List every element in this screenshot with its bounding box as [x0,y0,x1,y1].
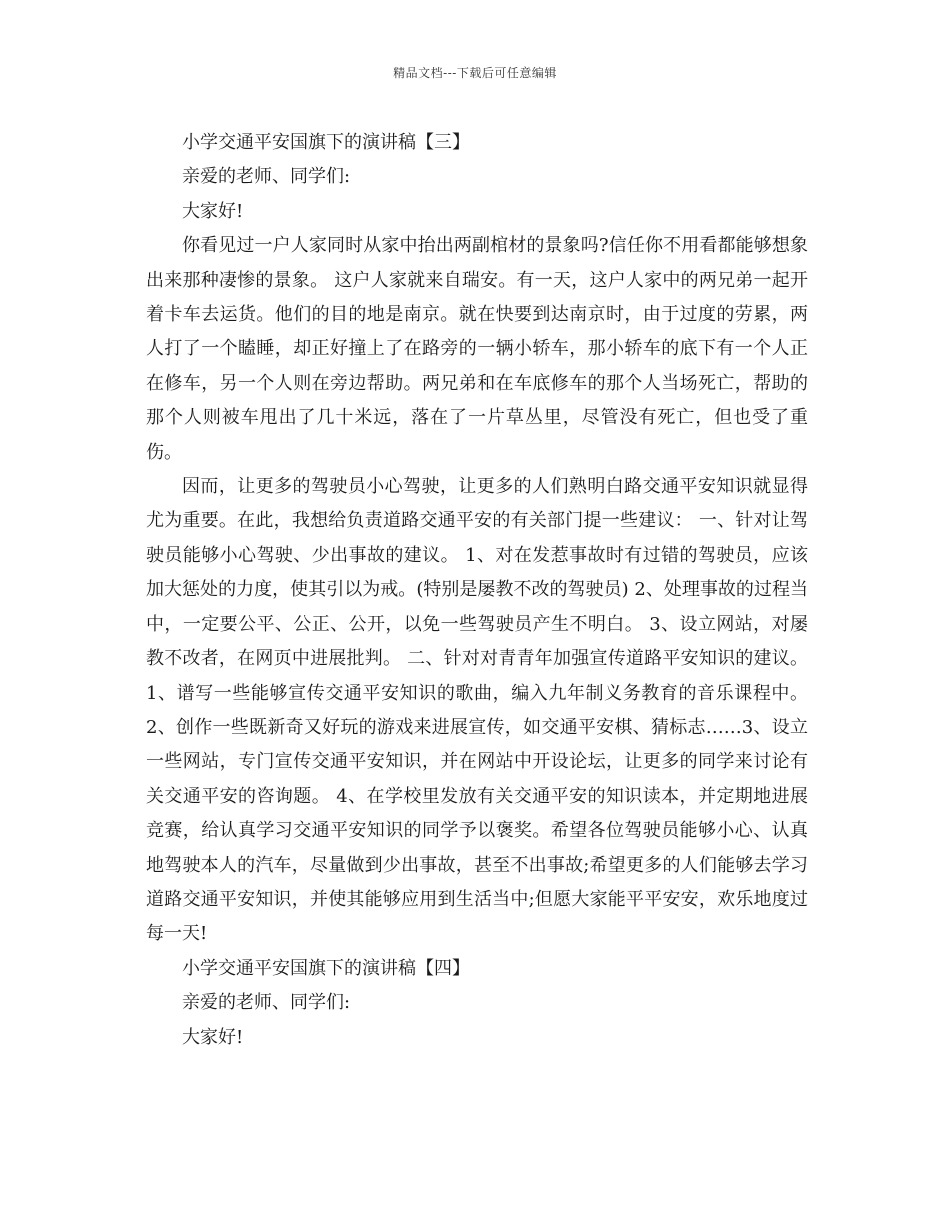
section3-hello: 大家好! [182,200,244,222]
section3-title: 小学交通平安国旗下的演讲稿【三】 [182,132,470,153]
page-header: 精品文档---下载后可任意编辑 [393,66,557,80]
section4-greeting: 亲爱的老师、同学们: [182,992,351,1014]
section4-hello: 大家好! [182,1026,244,1048]
section3-paragraph-2: 因而，让更多的驾驶员小心驾驶，让更多的人们熟明白路交通平安知识就显得尤为重要。在此，我想给负责道路交通平安的有关部门提一些建议： 一、针对让驾驶员能够小心驾驶、少出事故的建议。 1、对在发惹事故时有过错的驾驶员，应该加大惩处的力度，使其引以为戒。(特别是屡教不改的驾驶员) 2、处理事故的过程当中，一定要公平、公正、公开，以免一些驾驶员产生不明白。 3、设立网站，对屡教不改者，在网页中进展批判。 二、针对对青青年加强宣传道路平安知识的建议。 1、谱写一些能够宣传交通平安知识的歌曲，编入九年制义务教育的音乐课程中。 2、创作一些既新奇又好玩的游戏来进展宣传，如交通平安棋、猜标志……3、设立一些网站，专门宣传交通平安知识，并在网站中开设论坛，让更多的同学来讨论有关交通平安的咨询题。 4、在学校里发放有关交通平安的知识读本，并定期地进展竞赛，给认真学习交通平安知识的同学予以褒奖。希望各位驾驶员能够小心、认真地驾驶本人的汽车，尽量做到少出事故，甚至不出事故;希望更多的人们能够去学习道路交通平安知识，并使其能够应用到生活当中;但愿大家能平平安安，欢乐地度过每一天! [146,476,808,945]
section3-paragraph-1: 你看见过一户人家同时从家中抬出两副棺材的景象吗?信任你不用看都能够想象出来那种凄惨的景象。 这户人家就来自瑞安。有一天，这户人家中的两兄弟一起开着卡车去运货。他们的目的地是南京。就在快要到达南京时，由于过度的劳累，两人打了一个瞌睡，却正好撞上了在路旁的一辆小轿车，那小轿车的底下有一个人正在修车，另一个人则在旁边帮助。两兄弟和在车底修车的那个人当场死亡，帮助的那个人则被车甩出了几十米远，落在了一片草丛里，尽管没有死亡，但也受了重伤。 [146,235,808,463]
section4-title: 小学交通平安国旗下的演讲稿【四】 [182,957,470,979]
document-body [146,126,808,1055]
section3-greeting: 亲爱的老师、同学们: [182,166,351,188]
